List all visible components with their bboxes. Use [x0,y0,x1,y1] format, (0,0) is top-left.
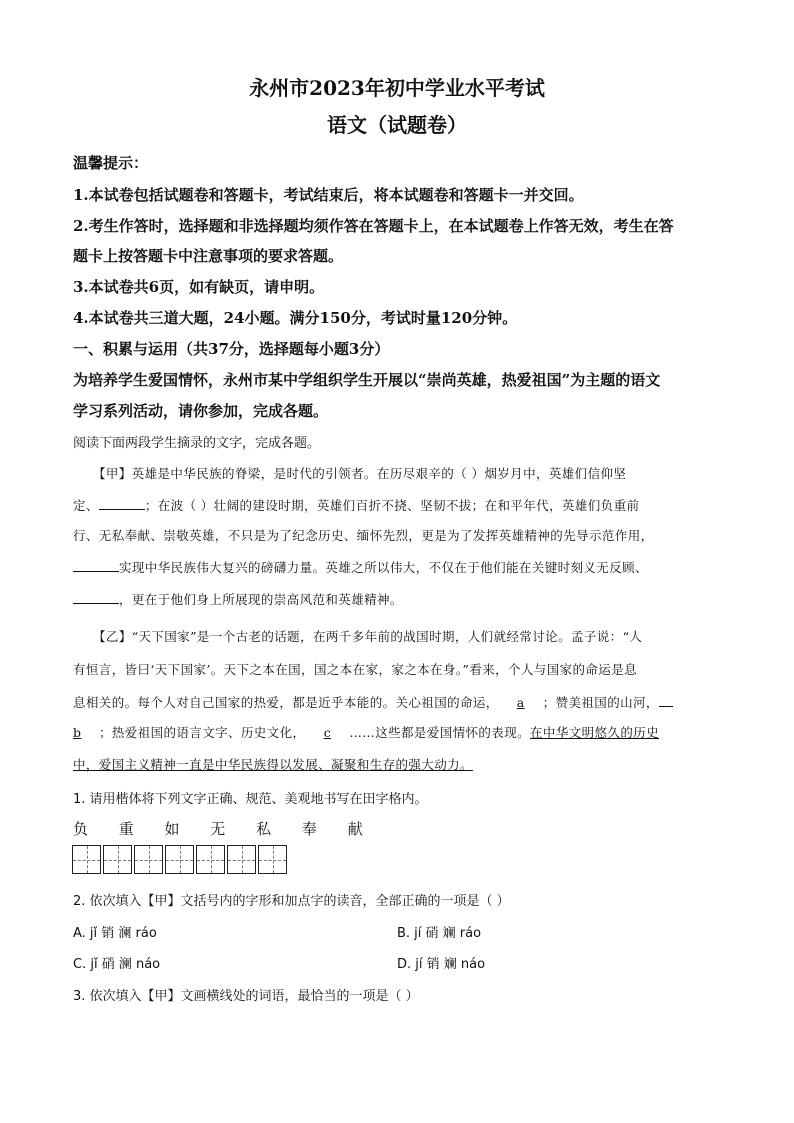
passage-jia-line-2-start: 定、 [73,498,99,513]
passage-yi-line-5 [73,755,473,773]
fill-blank-2[interactable] [73,557,119,572]
passage-yi-line-1: 【乙】“天下国家”是一个古老的话题，在两千多年前的战国时期，人们就经常讨论。孟子说：“人 [93,629,643,644]
exam-title: 永州市2023年初中学业水平考试 [249,76,545,100]
fill-blank-3[interactable] [73,589,119,604]
passage-jia-line-3: 行、无私奉献、崇敬英雄，不只是为了纪念历史、缅怀先烈，更是为了发挥英雄精神的先导示范作用， [73,528,654,543]
option-b[interactable]: B. jí 硝 斓 ráo [397,926,482,941]
option-a[interactable]: A. jǐ 销 澜 ráo [73,926,157,941]
tianzige-cell[interactable] [227,845,256,874]
section-intro-line-1: 为培养学生爱国情怀，永州市某中学组织学生开展以“崇尚英雄，热爱祖国”为主题的语文 [73,371,661,389]
passage-yi-line-3-rest: ；赞美祖国的山河， [542,695,659,710]
question-1-stem: 1. 请用楷体将下列文字正确、规范、美观地书写在田字格内。 [73,792,428,807]
question-2-stem: 2. 依次填入【甲】文括号内的字形和加点字的读音，全部正确的一项是（ ） [73,894,510,909]
blank-b-start [659,692,673,707]
tianzige-cell[interactable] [165,845,194,874]
read-instruction: 阅读下面两段学生摘录的文字，完成各题。 [73,436,321,451]
tianzige-cell[interactable] [196,845,225,874]
tianzige-cell[interactable] [103,845,132,874]
underlined-sentence-start: 在中华文明悠久的历史 [530,725,660,740]
tianzige-cell[interactable] [134,845,163,874]
passage-jia-line-4-rest: 实现中华民族伟大复兴的磅礴力量。英雄之所以伟大，不仅在于他们能在关键时刻义无反顾、 [119,560,648,575]
section-intro-line-2: 学习系列活动，请你参加，完成各题。 [73,402,329,420]
passage-jia-line-4 [73,557,648,576]
question-3-stem: 3. 依次填入【甲】文画横线处的词语，最恰当的一项是（ ） [73,989,419,1004]
notice-item-2-line-2: 题卡上按答题卡中注意事项的要求答题。 [73,247,344,265]
passage-yi-line-3-start: 息相关的。每个人对自己国家的热爱，都是近乎本能的。关心祖国的命运， [73,695,499,710]
blank-a[interactable]: a [516,695,525,710]
notice-item-4: 4.本试卷共三道大题，24小题。满分150分，考试时量120分钟。 [73,309,518,327]
passage-yi-line-2: 有恒言，皆曰‘天下国家’。天下之本在国，国之本在家，家之本在身。”看来，个人与国家的命运是息 [73,662,637,677]
passage-yi-line-4 [73,723,659,741]
notice-item-3: 3.本试卷共6页，如有缺页，请申明。 [73,278,325,296]
option-d[interactable]: D. jí 销 斓 náo [397,957,486,972]
passage-jia-line-2 [73,495,639,514]
fill-blank-1[interactable] [99,495,145,510]
section-heading: 一、积累与运用（共37分，选择题每小题3分） [73,340,390,358]
tianzige-cell[interactable] [72,845,101,874]
passage-jia-line-1: 【甲】英雄是中华民族的脊梁，是时代的引领者。在历尽艰辛的（ ）烟岁月中，英雄们信仰坚 [93,466,627,481]
notice-heading: 温馨提示： [73,154,149,172]
passage-yi-line-3 [73,692,673,711]
passage-jia-line-2-rest: ；在波（ ）壮阔的建设时期，英雄们百折不挠、坚韧不拔；在和平年代，英雄们负重前 [144,498,640,513]
tianzige-grid [72,845,289,874]
option-c[interactable]: C. jǐ 硝 澜 náo [73,957,161,972]
passage-yi-line-4-start: ；热爱祖国的语言文字、历史文化， [99,725,306,740]
passage-yi-line-4-mid: ……这些都是爱国情怀的表现。 [349,725,531,740]
notice-item-2-line-1: 2.考生作答时，选择题和非选择题均须作答在答题卡上，在本试题卷上作答无效，考生在答 [73,217,674,235]
blank-c[interactable]: c [323,725,332,740]
blank-b[interactable]: b [73,725,82,740]
notice-item-1: 1.本试卷包括试题卷和答题卡，考试结束后，将本试题卷和答题卡一并交回。 [73,186,584,204]
tianzige-cell[interactable] [258,845,287,874]
underlined-sentence-end: 中，爱国主义精神一直是中华民族得以发展、凝聚和生存的强大动力。 [73,757,473,772]
exam-subtitle: 语文（试题卷） [327,113,467,137]
passage-jia-line-5 [73,589,403,608]
passage-jia-line-5-rest: ，更在于他们身上所展现的崇高风范和英雄精神。 [119,592,403,607]
copy-characters: 负 重 如 无 私 奉 献 [73,820,376,838]
